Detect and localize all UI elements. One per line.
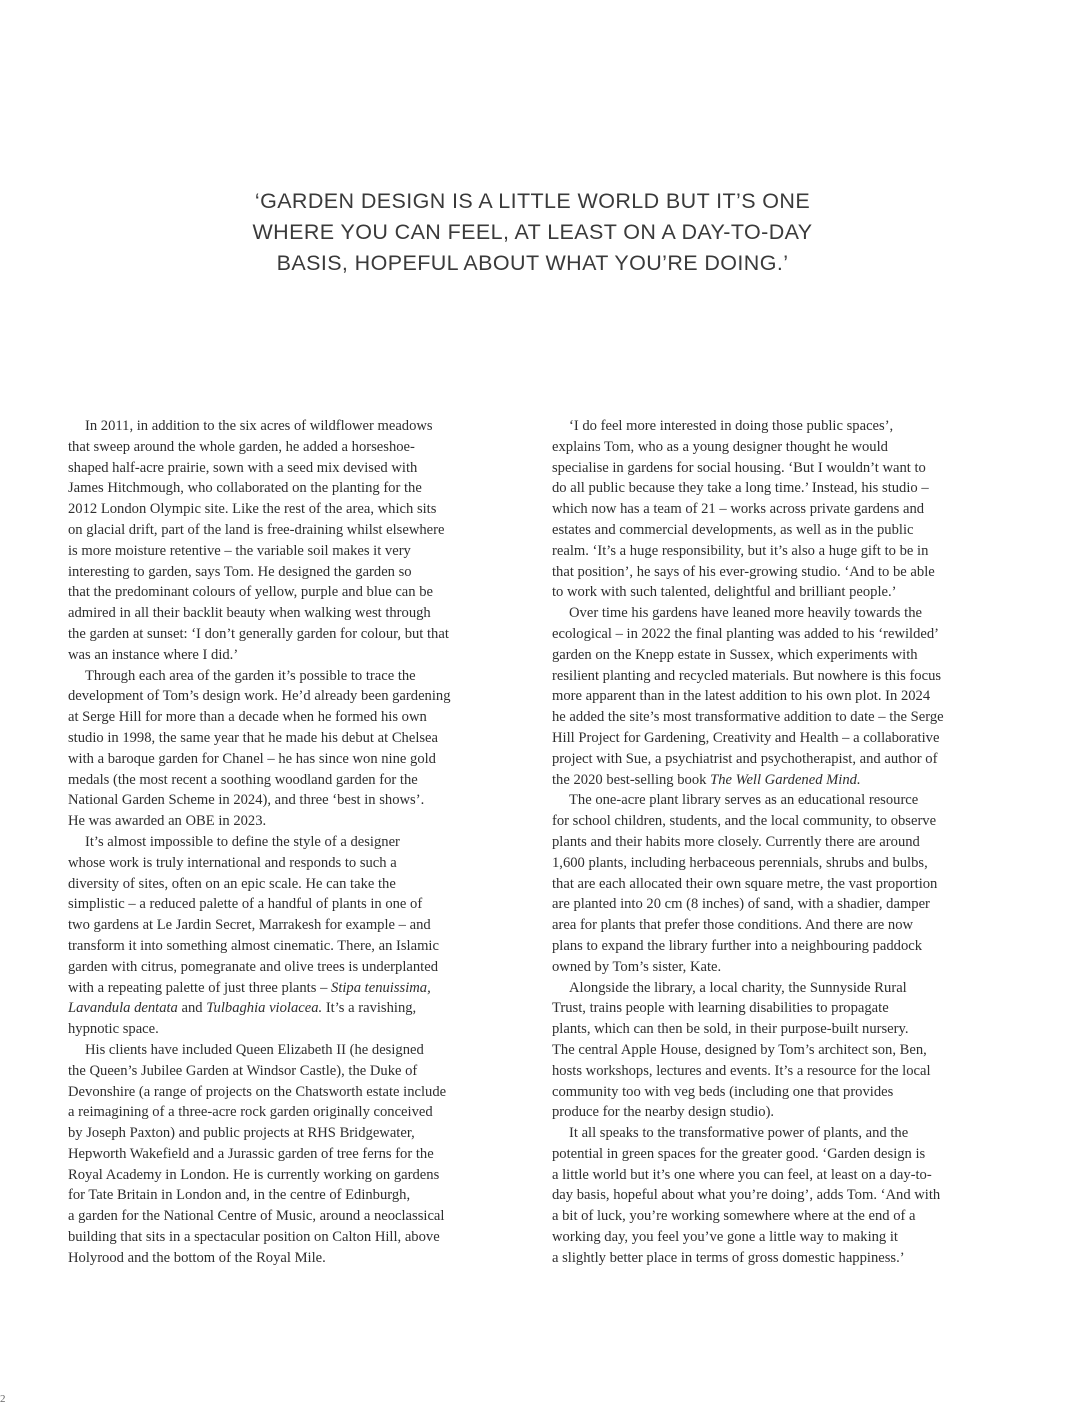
text-line: that are each allocated their own square metre, the vast proportion: [552, 875, 938, 892]
text-line: ‘I do feel more interested in doing those public spaces’,: [569, 418, 894, 434]
text-line: Alongside the library, a local charity, the Sunnyside Rural: [569, 979, 907, 996]
plant-name-stipa: Stipa tenuissima,: [331, 979, 431, 996]
text-line: by Joseph Paxton) and public projects at RHS Bridgewater,: [68, 1125, 415, 1142]
text-line: owned by Tom’s sister, Kate.: [552, 958, 722, 975]
text-line: that position’, he says of his ever-growing studio. ‘And to be able: [552, 563, 935, 580]
text-line: plants and their habits more closely. Currently there are around: [552, 833, 920, 850]
text-line: plants, which can then be sold, in their purpose-built nursery.: [552, 1021, 909, 1038]
text-line: In 2011, in addition to the six acres of wildflower meadows: [85, 418, 433, 434]
text-line: shaped half-acre prairie, sown with a seed mix devised with: [68, 459, 418, 476]
text-line: diversity of sites, often on an epic scale. He can take the: [68, 875, 396, 892]
text-line: Royal Academy in London. He is currently working on gardens: [68, 1166, 440, 1183]
text-line: admired in all their backlit beauty when walking west through: [68, 605, 431, 622]
text-line: are planted into 20 cm (8 inches) of sand, with a shadier, damper: [552, 896, 930, 913]
text-line: two gardens at Le Jardin Secret, Marrakesh for example – and: [68, 917, 431, 934]
text-line: the Queen’s Jubilee Garden at Windsor Castle), the Duke of: [68, 1062, 418, 1079]
body-column-right: [552, 416, 1014, 1269]
text-line: Devonshire (a range of projects on the Chatsworth estate include: [68, 1083, 447, 1100]
text-segment: with a repeating palette of just three plants –: [68, 979, 332, 996]
text-line: [68, 998, 530, 1019]
text-line: produce for the nearby design studio).: [552, 1104, 775, 1121]
text-line: which now has a team of 21 – works across private gardens and: [552, 501, 925, 518]
text-line: more apparent than in the latest addition to his own plot. In 2024: [552, 688, 931, 705]
text-line: The one-acre plant library serves as an educational resource: [569, 792, 919, 809]
text-line: studio in 1998, the same year that he made his debut at Chelsea: [68, 729, 439, 746]
text-line: working day, you feel you’ve gone a little way to making it: [552, 1229, 898, 1246]
plant-name-lavandula: Lavandula dentata: [68, 1000, 178, 1017]
book-title: The Well Gardened Mind.: [710, 771, 861, 788]
text-line: day basis, hopeful about what you’re doing’, adds Tom. ‘And with: [552, 1187, 941, 1204]
pull-quote-line: ‘GARDEN DESIGN IS A LITTLE WORLD BUT IT’S ONE: [254, 189, 811, 213]
text-line: Trust, trains people with learning disabilities to propagate: [552, 1000, 889, 1017]
text-line: He was awarded an OBE in 2023.: [68, 813, 267, 830]
text-line: for Tate Britain in London and, in the centre of Edinburgh,: [68, 1187, 411, 1204]
text-line: a garden for the National Centre of Music, around a neoclassical: [68, 1208, 445, 1225]
pull-quote-line: WHERE YOU CAN FEEL, AT LEAST ON A DAY-TO-DAY: [252, 220, 813, 244]
text-line: a slightly better place in terms of gross domestic happiness.’: [552, 1249, 905, 1266]
text-line: Over time his gardens have leaned more heavily towards the: [569, 605, 922, 622]
text-line: was an instance where I did.’: [68, 646, 239, 663]
text-line: garden with citrus, pomegranate and olive trees is underplanted: [68, 958, 438, 975]
text-line: development of Tom’s design work. He’d already been gardening: [68, 688, 451, 705]
text-line: area for plants that prefer those conditions. And there are now: [552, 917, 914, 934]
text-line: His clients have included Queen Elizabeth II (he designed: [85, 1041, 424, 1058]
paragraph-ecological: [552, 603, 1014, 790]
text-line: garden on the Knepp estate in Sussex, which experiments with: [552, 646, 918, 663]
text-segment: It’s a ravishing,: [322, 1000, 417, 1017]
text-line: interesting to garden, says Tom. He designed the garden so: [68, 563, 412, 580]
paragraph-design-work: [68, 666, 530, 832]
text-line: It’s almost impossible to define the style of a designer: [85, 833, 400, 850]
paragraph-public-spaces: [552, 416, 1014, 603]
text-line: James Hitchmough, who collaborated on the planting for the: [68, 480, 422, 497]
text-line: he added the site’s most transformative addition to date – the Serge: [552, 709, 944, 726]
plant-name-tulbaghia: Tulbaghia violacea.: [206, 1000, 323, 1017]
text-line: [552, 770, 1014, 791]
text-line: do all public because they take a long time.’ Instead, his studio –: [552, 480, 929, 497]
text-line: community too with veg beds (including one that provides: [552, 1083, 894, 1100]
text-line: a reimagining of a three-acre rock garden originally conceived: [68, 1104, 433, 1121]
text-line: whose work is truly international and responds to such a: [68, 854, 397, 871]
text-line: that sweep around the whole garden, he added a horseshoe-: [68, 438, 415, 455]
text-line: Hepworth Wakefield and a Jurassic garden of tree ferns for the: [68, 1145, 434, 1162]
text-line: ecological – in 2022 the final planting was added to his ‘rewilded’: [552, 625, 940, 642]
paragraph-conclusion: [552, 1123, 1014, 1269]
paragraph-charity: [552, 978, 1014, 1124]
text-line: [68, 978, 530, 999]
text-line: realm. ‘It’s a huge responsibility, but it’s also a huge gift to be in: [552, 542, 929, 559]
text-line: plans to expand the library further into a neighbouring paddock: [552, 937, 923, 954]
pull-quote: [150, 186, 915, 279]
text-line: to work with such talented, delightful and brilliant people.’: [552, 584, 897, 601]
text-line: for school children, students, and the local community, to observe: [552, 813, 937, 830]
text-line: Holyrood and the bottom of the Royal Mile.: [68, 1249, 326, 1266]
paragraph-plant-library: [552, 790, 1014, 977]
text-line: simplistic – a reduced palette of a handful of plants in one of: [68, 896, 423, 913]
text-line: 1,600 plants, including herbaceous perennials, shrubs and bulbs,: [552, 854, 928, 871]
text-segment: the 2020 best-selling book: [552, 771, 711, 788]
text-line: The central Apple House, designed by Tom’s architect son, Ben,: [552, 1041, 927, 1058]
text-line: 2012 London Olympic site. Like the rest of the area, which sits: [68, 501, 437, 518]
text-line: Hill Project for Gardening, Creativity and Health – a collaborative: [552, 729, 940, 746]
text-line: explains Tom, who as a young designer thought he would: [552, 438, 888, 455]
text-line: specialise in gardens for social housing. ‘But I wouldn’t want to: [552, 459, 926, 476]
text-line: It all speaks to the transformative power of plants, and the: [569, 1125, 909, 1142]
text-line: on glacial drift, part of the land is free-draining whilst elsewhere: [68, 521, 445, 538]
text-line: estates and commercial developments, as well as in the public: [552, 521, 914, 538]
text-line: potential in green spaces for the greater good. ‘Garden design is: [552, 1145, 926, 1162]
text-line: National Garden Scheme in 2024), and three ‘best in shows’.: [68, 792, 425, 809]
text-line: is more moisture retentive – the variable soil makes it very: [68, 542, 411, 559]
text-line: hypnotic space.: [68, 1021, 159, 1038]
paragraph-clients: [68, 1040, 530, 1269]
paragraph-meadows: [68, 416, 530, 666]
text-line: at Serge Hill for more than a decade when he formed his own: [68, 709, 427, 726]
text-line: building that sits in a spectacular position on Calton Hill, above: [68, 1229, 440, 1246]
body-column-left: [68, 416, 530, 1269]
text-line: medals (the most recent a soothing woodland garden for the: [68, 771, 418, 788]
text-line: that the predominant colours of yellow, purple and blue can be: [68, 584, 434, 601]
page-number: 2: [0, 1393, 6, 1405]
text-line: project with Sue, a psychiatrist and psychotherapist, and author of: [552, 750, 938, 767]
text-line: resilient planting and recycled materials. But nowhere is this focus: [552, 667, 942, 684]
paragraph-style: [68, 832, 530, 1040]
pull-quote-line: BASIS, HOPEFUL ABOUT WHAT YOU’RE DOING.’: [276, 251, 789, 275]
text-line: Through each area of the garden it’s possible to trace the: [85, 667, 416, 684]
text-line: a bit of luck, you’re working somewhere where at the end of a: [552, 1208, 916, 1225]
text-segment: and: [177, 1000, 207, 1017]
text-line: with a baroque garden for Chanel – he has since won nine gold: [68, 750, 436, 767]
text-line: transform it into something almost cinematic. There, an Islamic: [68, 937, 439, 954]
text-line: the garden at sunset: ‘I don’t generally garden for colour, but that: [68, 625, 449, 642]
text-line: a little world but it’s one where you can feel, at least on a day-to-: [552, 1166, 932, 1183]
text-line: hosts workshops, lectures and events. It’s a resource for the local: [552, 1062, 931, 1079]
